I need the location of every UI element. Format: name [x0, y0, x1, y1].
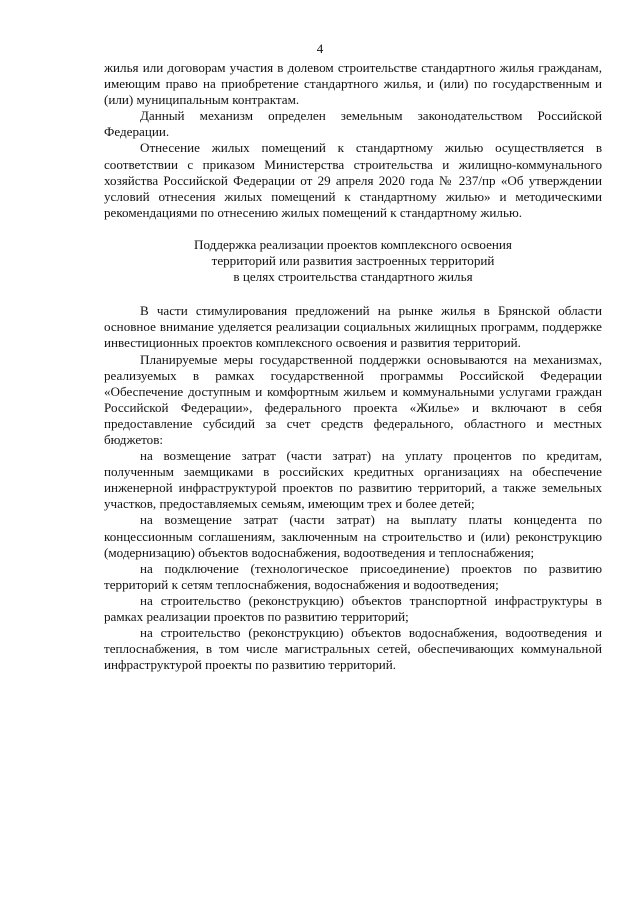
paragraph-mechanism: Данный механизм определен земельным законодательством Российской Федерации. — [104, 108, 602, 140]
list-item-utility-construction: на строительство (реконструкцию) объектов водоснабжения, водоотведения и теплоснабжения, в том числе магистральных сетей, обеспечивающих коммунальной инфраструктурой проекты по развитию территорий. — [104, 625, 602, 673]
section-heading-line: территорий или развития застроенных территорий — [211, 253, 495, 269]
paragraph-support-measures: Планируемые меры государственной поддержки основываются на механизмах, реализуемых в рамках государственной программы Российской Федерации «Обеспечение доступным и комфортным жильем и коммунальными услугами граждан Российской Федерации», федерального проекта «Жилье» и включают в себя предоставление субсидий за счет средств федерального, областного и местных бюджетов: — [104, 351, 602, 447]
page-number: 4 — [316, 41, 324, 56]
list-item-concession-payment: на возмещение затрат (части затрат) на выплату платы концедента по концессионным соглашениям, заключенным на строительство и (или) реконструкцию (модернизацию) объектов водоснабжения, водоотведения и теплоснабжения; — [104, 512, 602, 560]
paragraph-stimulation: В части стимулирования предложений на рынке жилья в Брянской области основное внимание уделяется реализации социальных жилищных программ, поддержке инвестиционных проектов комплексного освоения и развития территорий. — [104, 303, 602, 351]
list-item-transport-infrastructure: на строительство (реконструкцию) объектов транспортной инфраструктуры в рамках реализации проектов по развитию территорий; — [104, 592, 602, 624]
paragraph-standard-housing: Отнесение жилых помещений к стандартному жилью осуществляется в соответствии с приказом Министерства строительства и жилищно-коммунального хозяйства Российской Федерации от 29 апреля 2020 года № 237/пр «Об утверждении условий отнесения жилых помещений к стандартному жилью» и методическими рекомендациями по отнесению жилых помещений к стандартному жилью. — [104, 140, 602, 220]
document-body — [104, 60, 602, 673]
section-heading — [104, 237, 602, 285]
list-item-interest-reimbursement: на возмещение затрат (части затрат) на уплату процентов по кредитам, полученным заемщиками в российских кредитных организациях на обеспечение инженерной инфраструктурой проектов по развитию территорий, а также земельных участков, предоставляемых семьям, имеющим трех и более детей; — [104, 448, 602, 512]
paragraph-continuation: жилья или договорам участия в долевом строительстве стандартного жилья гражданам, имеющим право на приобретение стандартного жилья, и (или) по государственным и (или) муниципальным контрактам. — [104, 60, 602, 108]
section-heading-line: Поддержка реализации проектов комплексного освоения — [194, 236, 512, 252]
list-item-connection: на подключение (технологическое присоединение) проектов по развитию территорий к сетям теплоснабжения, водоснабжения и водоотведения; — [104, 560, 602, 592]
section-heading-line: в целях строительства стандартного жилья — [233, 269, 473, 285]
